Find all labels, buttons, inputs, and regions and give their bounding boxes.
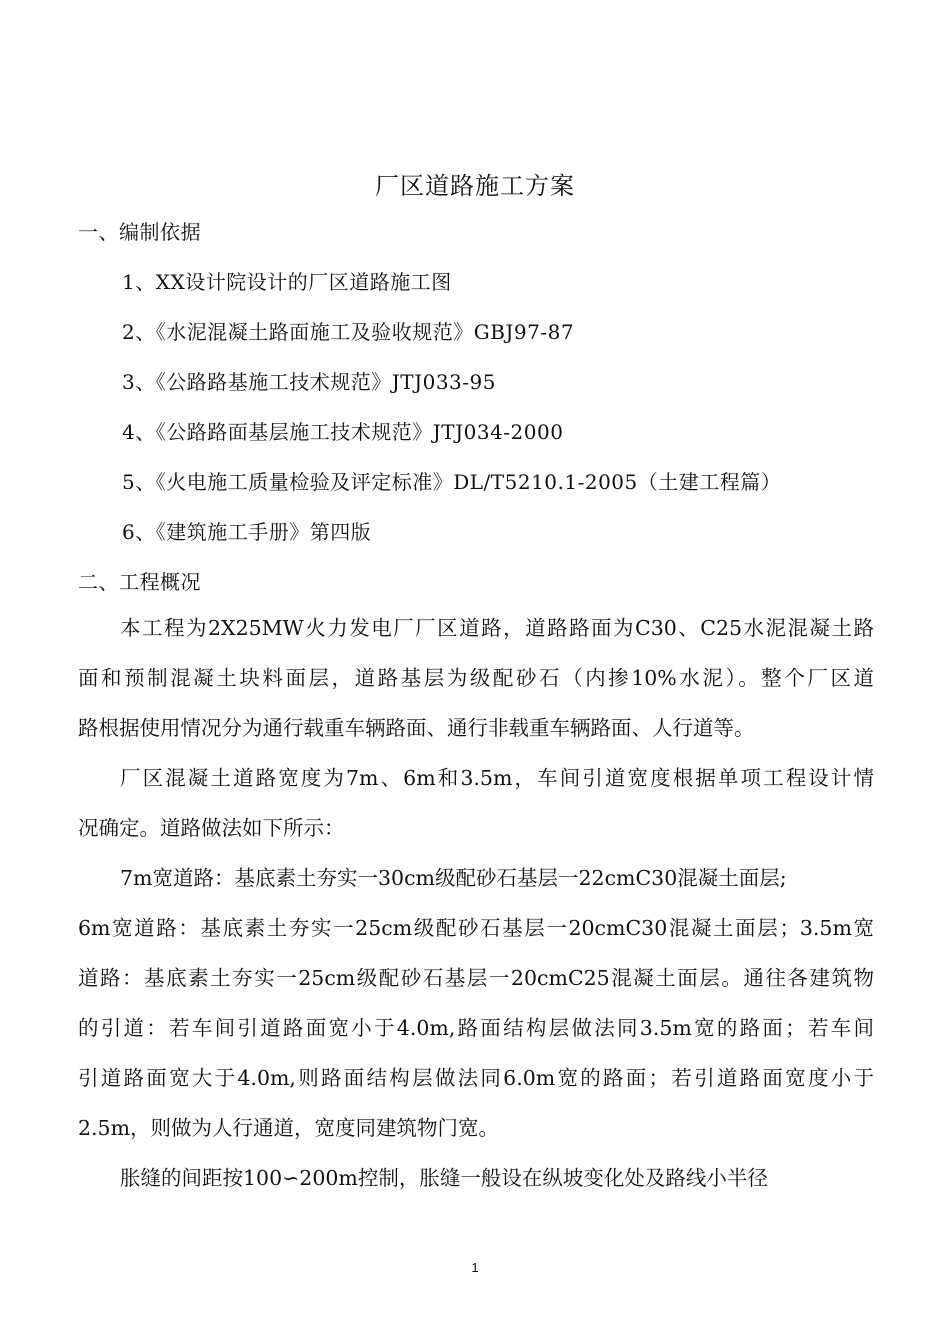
paragraph-line: 况确定。道路做法如下所示：	[78, 816, 345, 840]
paragraph-expansion-joint	[78, 1153, 874, 1203]
reference-item: 3、《公路路基施工技术规范》JTJ033-95	[122, 370, 496, 394]
reference-item: 6、《建筑施工手册》第四版	[122, 520, 372, 544]
paragraph-line: 厂区混凝土道路宽度为7m、6m和3.5m，车间引道宽度根据单项工程设计情	[120, 766, 874, 790]
paragraph-line: 7m宽道路：基底素土夯实一30cm级配砂石基层一22cmC30混凝土面层;	[120, 866, 787, 890]
paragraph-line: 2.5m，则做为人行通道，宽度同建筑物门宽。	[78, 1116, 500, 1140]
paragraph-line: 路根据使用情况分为通行载重车辆路面、通行非载重车辆路面、人行道等。	[78, 716, 755, 740]
paragraph-line: 面和预制混凝土块料面层，道路基层为级配砂石（内掺10%水泥）。整个厂区道	[78, 666, 874, 690]
paragraph-line: 本工程为2X25MW火力发电厂厂区道路，道路路面为C30、C25水泥混凝土路	[120, 616, 874, 640]
paragraph-road-structure	[78, 853, 874, 1153]
document-title: 厂区道路施工方案	[375, 172, 575, 200]
paragraph-road-width	[78, 753, 874, 853]
page-number: 1	[471, 1260, 479, 1275]
paragraph-line: 引道路面宽大于4.0m,则路面结构层做法同6.0m宽的路面；若引道路面宽度小于	[78, 1066, 874, 1090]
reference-item: 1、XX设计院设计的厂区道路施工图	[122, 270, 452, 294]
section-heading-basis: 一、编制依据	[78, 220, 201, 244]
reference-item: 4、《公路路面基层施工技术规范》JTJ034-2000	[122, 420, 564, 444]
paragraph-overview	[78, 603, 874, 753]
reference-item: 2、《水泥混凝土路面施工及验收规范》GBJ97-87	[122, 320, 575, 344]
reference-item: 5、《火电施工质量检验及评定标准》DL/T5210.1-2005（土建工程篇）	[122, 470, 782, 494]
section-heading-overview: 二、工程概况	[78, 570, 201, 594]
paragraph-line: 的引道：若车间引道路面宽小于4.0m,路面结构层做法同3.5m宽的路面；若车间	[78, 1016, 874, 1040]
paragraph-line: 6m宽道路：基底素土夯实一25cm级配砂石基层一20cmC30混凝土面层；3.5m宽	[78, 916, 874, 940]
paragraph-line: 道路：基底素土夯实一25cm级配砂石基层一20cmC25混凝土面层。通往各建筑物	[78, 966, 874, 990]
paragraph-line: 胀缝的间距按100∽200m控制，胀缝一般设在纵坡变化处及路线小半径	[120, 1166, 768, 1190]
